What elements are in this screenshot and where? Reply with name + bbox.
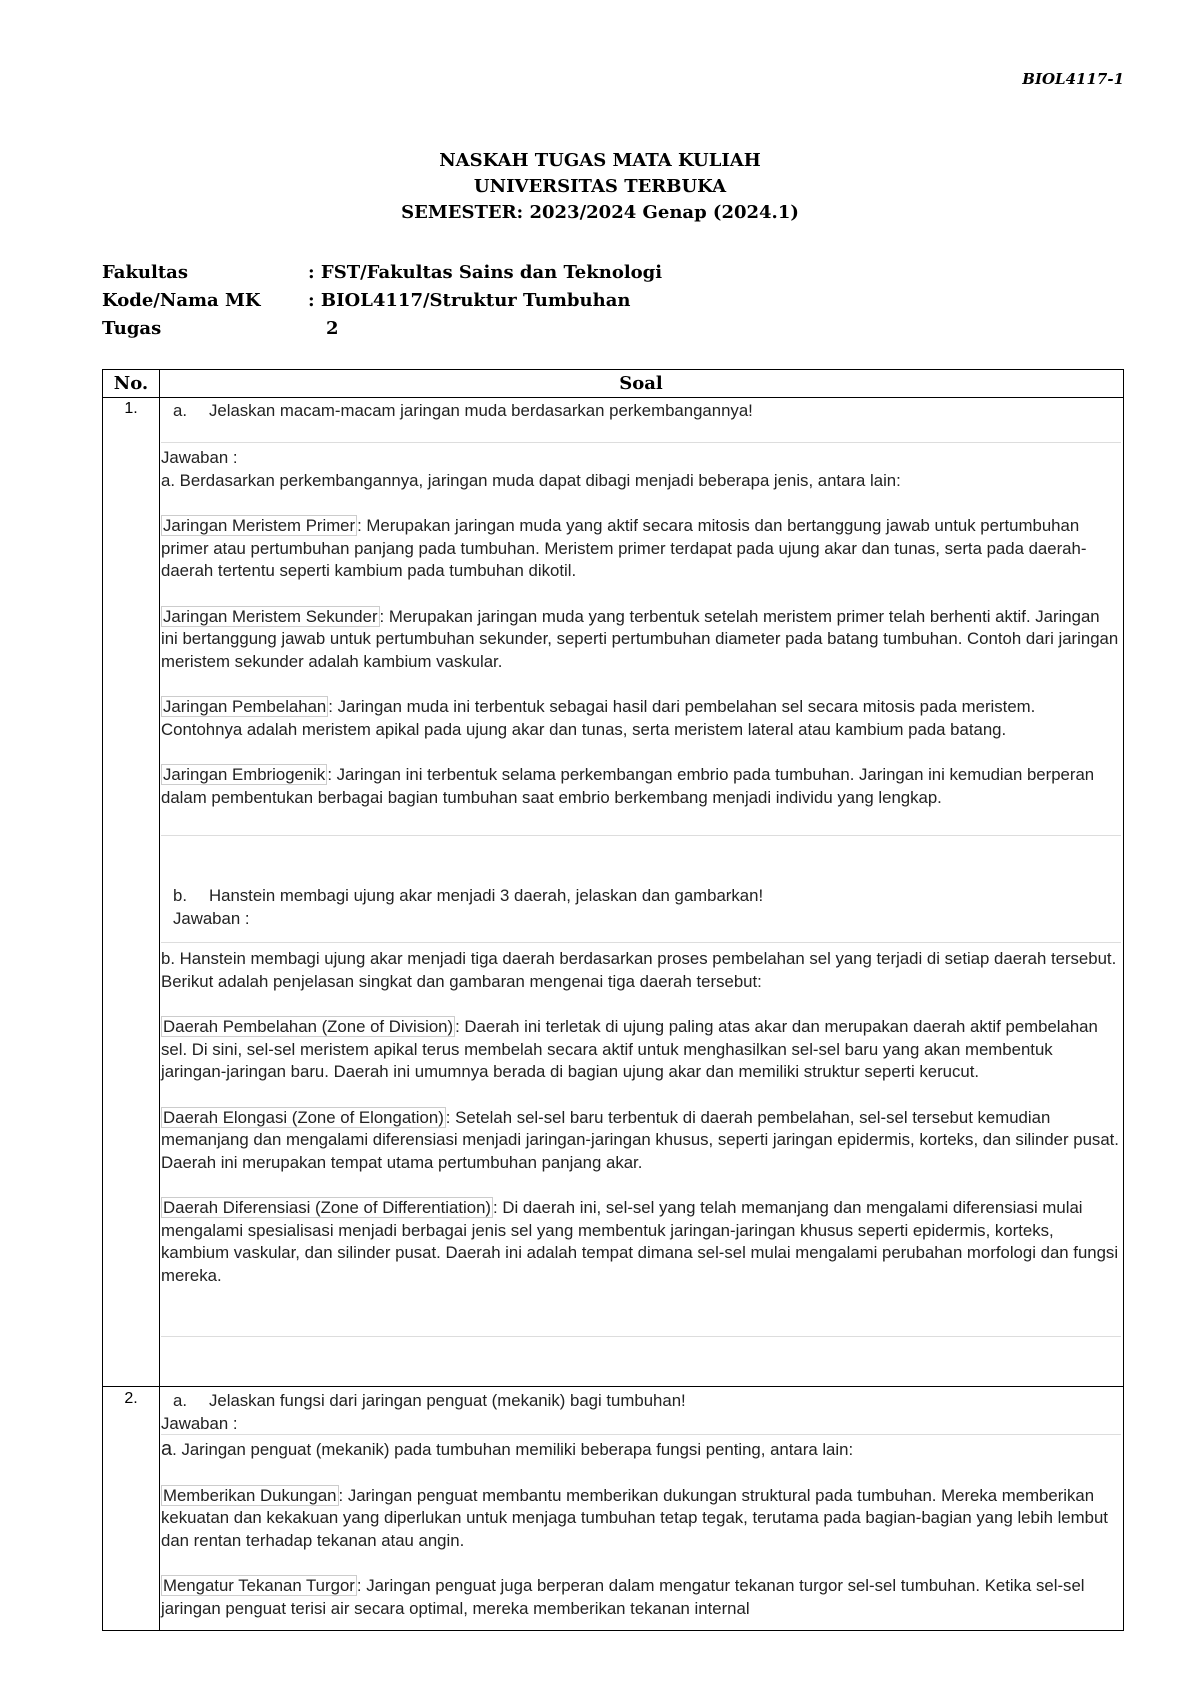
question-number-1: 1.	[124, 400, 138, 417]
q1b-point-3-text: : Di daerah ini, sel-sel yang telah memanjang dan mengalami diferensiasi mulai mengalami spesialisasi menjadi berbagai jenis sel yang membentuk jaringan-jaringan khusus seperti epidermis, korteks, kambium vaskular, dan silinder pusat. Daerah ini adalah tempat dimana sel-sel mulai mengalami perubahan morfologi dan fungsi mereka.	[161, 1198, 1119, 1285]
heading-line-3: SEMESTER: 2023/2024 Genap (2024.1)	[401, 202, 799, 223]
q1b-question	[161, 885, 1121, 930]
q1b-point-1	[161, 1016, 1121, 1084]
tugas-value: 2	[326, 317, 339, 339]
faint-line	[161, 442, 1121, 443]
q1b-letter: b.	[173, 886, 187, 905]
q1a-point-1-text: : Merupakan jaringan muda yang aktif secara mitosis dan bertanggung jawab untuk pertumbuhan primer atau pertumbuhan panjang pada tumbuhan. Meristem primer terdapat pada ujung akar dan tunas, serta pada daerah-daerah tertentu seperti kambium pada tumbuhan dikotil.	[161, 516, 1087, 580]
q1b-point-3	[161, 1197, 1121, 1287]
q1b-jawaban-label: Jawaban :	[173, 908, 250, 928]
meta-row-tugas	[102, 314, 662, 342]
q1a-point-3-text: : Jaringan muda ini terbentuk sebagai hasil dari pembelahan sel secara mitosis pada meristem. Contohnya adalah meristem apikal pada ujung akar dan tunas, serta meristem lateral atau kambium pada batang.	[161, 697, 1036, 739]
q2a-point-2	[161, 1575, 1121, 1620]
q1b-intro: b. Hanstein membagi ujung akar menjadi tiga daerah berdasarkan proses pembelahan sel yang terjadi di setiap daerah tersebut. Berikut adalah penjelasan singkat dan gambaran mengenai tiga daerah tersebut:	[161, 949, 1117, 991]
question-number-2: 2.	[124, 1390, 138, 1407]
heading-line-1: NASKAH TUGAS MATA KULIAH	[439, 150, 761, 171]
q2a-point-2-term: Mengatur Tekanan Turgor	[163, 1576, 355, 1595]
kode-label: Kode/Nama MK	[102, 289, 261, 311]
faint-line	[161, 1434, 1121, 1435]
q1a-point-3	[161, 696, 1121, 741]
meta-row-fakultas	[102, 258, 662, 286]
row-divider	[103, 1386, 1123, 1387]
q1a-point-4-text: : Jaringan ini terbentuk selama perkembangan embrio pada tumbuhan. Jaringan ini kemudian berperan dalam pembentukan berbagai bagian tumbuhan saat embrio berkembang menjadi individu yang lengkap.	[161, 765, 1095, 807]
course-meta	[102, 258, 662, 342]
q2a-text: Jelaskan fungsi dari jaringan penguat (mekanik) bagi tumbuhan!	[209, 1391, 686, 1410]
fakultas-label: Fakultas	[102, 261, 188, 283]
faint-line	[161, 942, 1121, 943]
document-code: BIOL4117-1	[1022, 70, 1124, 88]
header-divider	[103, 397, 1123, 398]
q2a-answer	[161, 1438, 1121, 1643]
q1b-point-1-term: Daerah Pembelahan (Zone of Division)	[163, 1017, 454, 1036]
q1a-point-2-term: Jaringan Meristem Sekunder	[163, 606, 378, 626]
q1a-intro: a. Berdasarkan perkembangannya, jaringan muda dapat dibagi menjadi beberapa jenis, antara lain:	[161, 470, 901, 490]
q2a-intro-text: . Jaringan penguat (mekanik) pada tumbuhan memiliki beberapa fungsi penting, antara lain:	[172, 1440, 854, 1459]
faint-line	[161, 1336, 1121, 1337]
q2a-jawaban-label: Jawaban :	[161, 1413, 238, 1433]
q1a-letter: a.	[173, 401, 187, 420]
kode-value: : BIOL4117/Struktur Tumbuhan	[308, 289, 631, 311]
q1a-point-2-text: : Merupakan jaringan muda yang terbentuk setelah meristem primer telah berhenti aktif. Jaringan ini bertanggung jawab untuk pertumbuhan sekunder, seperti pertumbuhan diameter pada batang tumbuhan. Contoh dari jaringan meristem sekunder adalah kambium vaskular.	[161, 606, 1119, 671]
tugas-label: Tugas	[102, 317, 162, 339]
q1a-point-4-term: Jaringan Embriogenik	[163, 765, 326, 784]
column-header-no: No.	[113, 373, 149, 394]
q2a-point-1-text: : Jaringan penguat membantu memberikan dukungan struktural pada tumbuhan. Mereka memberikan kekuatan dan kekakuan yang diperlukan untuk menjaga tumbuhan tetap tegak, terutama pada bagian-bagian yang lebih lembut dan rentan terhadap tekanan atau angin.	[161, 1485, 1108, 1550]
document-heading	[0, 148, 1200, 226]
faint-line	[161, 835, 1121, 836]
heading-line-2: UNIVERSITAS TERBUKA	[473, 176, 727, 197]
q2a-intro-letter: a	[161, 1438, 173, 1460]
q1a-point-3-term: Jaringan Pembelahan	[163, 697, 327, 716]
q1b-point-2-term: Daerah Elongasi (Zone of Elongation)	[163, 1107, 444, 1127]
q1b-point-1-text: : Daerah ini terletak di ujung paling atas akar dan merupakan daerah aktif pembelahan sel. Di sini, sel-sel meristem apikal terus membelah secara aktif untuk menghasilkan sel-sel baru yang akan membentuk jaringan-jaringan baru. Daerah ini umumnya berada di bagian ujung akar dan memiliki struktur seperti kerucut.	[161, 1017, 1098, 1081]
q1a-question	[161, 400, 1121, 423]
column-divider	[159, 370, 160, 1630]
q1a-jawaban-label: Jawaban :	[161, 448, 238, 467]
q2a-point-1-term: Memberikan Dukungan	[163, 1485, 337, 1505]
q1b-answer	[161, 948, 1121, 1310]
q1a-text: Jelaskan macam-macam jaringan muda berdasarkan perkembangannya!	[209, 401, 753, 420]
q1b-point-2-text: : Setelah sel-sel baru terbentuk di daerah pembelahan, sel-sel tersebut kemudian memanjang dan mengalami diferensiasi menjadi jaringan-jaringan khusus, seperti jaringan epidermis, korteks, dan silinder pusat. Daerah ini merupakan tempat utama pertumbuhan panjang akar.	[161, 1107, 1119, 1172]
q2a-letter: a.	[173, 1391, 187, 1410]
q1a-point-1-term: Jaringan Meristem Primer	[163, 516, 356, 535]
q1a-point-4	[161, 764, 1121, 809]
fakultas-value: : FST/Fakultas Sains dan Teknologi	[308, 261, 663, 283]
column-header-soal: Soal	[619, 373, 663, 394]
q1b-text: Hanstein membagi ujung akar menjadi 3 daerah, jelaskan dan gambarkan!	[209, 886, 764, 905]
q2a-intro	[161, 1438, 1121, 1462]
q2a-point-2-text: : Jaringan penguat juga berperan dalam mengatur tekanan turgor sel-sel tumbuhan. Ketika sel-sel jaringan penguat terisi air secara optimal, mereka memberikan tekanan internal	[161, 1576, 1085, 1618]
q2a-point-1	[161, 1485, 1121, 1553]
q1a-point-1	[161, 515, 1121, 583]
q1a-point-2	[161, 606, 1121, 674]
q1b-point-2	[161, 1107, 1121, 1175]
q1a-answer	[161, 447, 1121, 832]
question-table	[102, 369, 1124, 1631]
q1b-point-3-term: Daerah Diferensiasi (Zone of Differentiation)	[163, 1198, 492, 1217]
q2a-question	[161, 1390, 1121, 1435]
meta-row-kode	[102, 286, 662, 314]
